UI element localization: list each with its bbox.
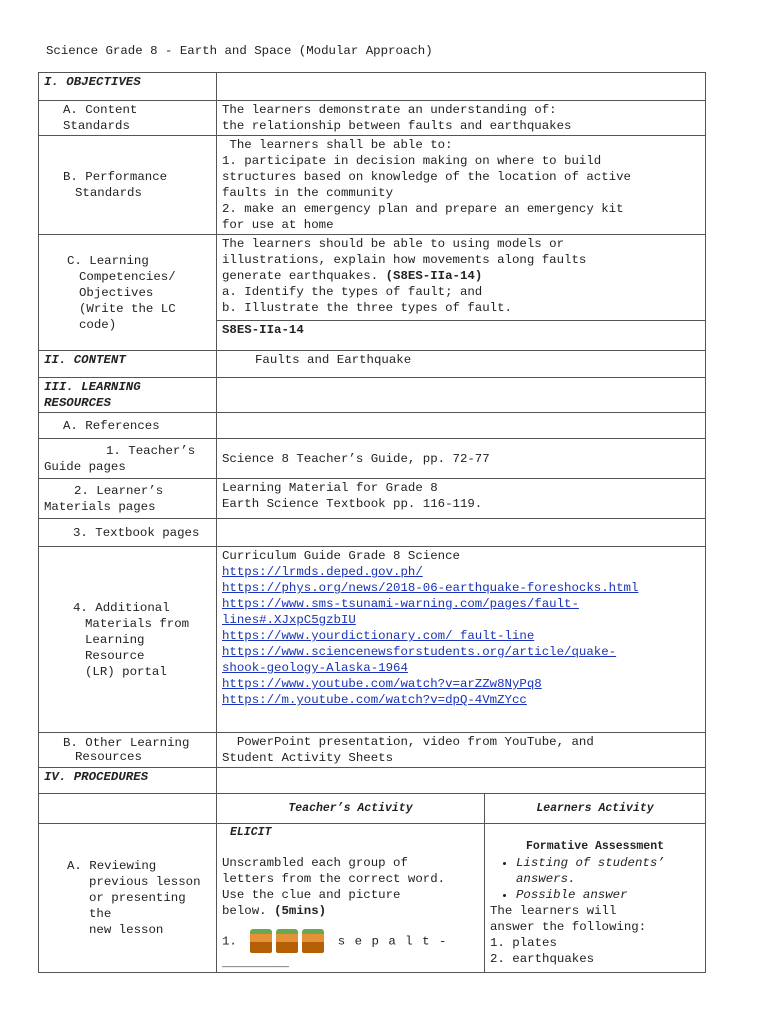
additional-materials-value <box>217 547 706 733</box>
answer-blank: _________ <box>222 956 289 970</box>
objectives-row <box>39 73 706 101</box>
resource-link[interactable]: https://www.yourdictionary.com/ fault-line <box>222 629 535 643</box>
teachers-guide-row <box>39 439 706 479</box>
lc-code: S8ES-IIa-14 <box>217 321 706 351</box>
resource-link[interactable]: https://lrmds.deped.gov.ph/ <box>222 565 423 579</box>
teachers-guide-value: Science 8 Teacher’s Guide, pp. 72-77 <box>217 439 706 479</box>
text-line: The learners should be able to using models or <box>222 237 565 251</box>
label-line: (LR) portal <box>85 664 167 679</box>
additional-materials-label <box>39 547 217 733</box>
content-standards-value <box>217 101 706 136</box>
plates-picture <box>248 927 326 955</box>
bullet-item: • Listing of students’ answers. <box>516 855 700 887</box>
text-line <box>222 268 700 284</box>
competencies-label <box>39 235 217 351</box>
text-line: 1. participate in decision making on where to build <box>222 154 602 168</box>
label-line: Standards <box>75 186 142 200</box>
other-resources-label <box>39 733 217 768</box>
resource-link[interactable]: https://www.sms-tsunami-warning.com/pages/fault- <box>222 597 579 611</box>
label-line: 2. Learner’s <box>74 483 164 498</box>
lesson-plan-table <box>38 72 706 973</box>
text-line: Student Activity Sheets <box>222 751 394 765</box>
label-line: Learning Resource <box>85 632 145 663</box>
textbook-label: 3. Textbook pages <box>39 519 217 547</box>
content-standards-label: A. Content Standards <box>39 101 217 136</box>
text-line: letters from the correct word. <box>222 872 446 886</box>
label-line: code) <box>79 317 117 332</box>
content-heading: II. CONTENT <box>39 351 217 378</box>
label-line: Objectives <box>79 285 154 300</box>
lc-code-inline: (S8ES-IIa-14) <box>385 269 483 283</box>
text-line: a. Identify the types of fault; and <box>222 285 483 299</box>
resource-link[interactable]: https://m.youtube.com/watch?v=dpQ-4VmZYcc <box>222 693 527 707</box>
references-label: A. References <box>39 413 217 439</box>
additional-materials-row <box>39 547 706 733</box>
label-line: C. Learning <box>67 253 149 268</box>
text-line: faults in the community <box>222 186 394 200</box>
teacher-activity-header: Teacher’s Activity <box>217 794 485 824</box>
activity-header-row <box>39 794 706 824</box>
scrambled-word: s e p a l t - <box>337 934 448 949</box>
learners-materials-row <box>39 479 706 519</box>
text-segment: below. <box>222 904 267 918</box>
text-line: Unscrambled each group of <box>222 856 408 870</box>
teachers-guide-label <box>39 439 217 479</box>
cube-shape <box>250 929 272 953</box>
text-line: Earth Science Textbook pp. 116-119. <box>222 497 483 511</box>
text-line: 2. make an emergency plan and prepare an emergency kit <box>222 202 624 216</box>
label-line: 1. Teacher’s <box>106 443 196 458</box>
textbook-row <box>39 519 706 547</box>
text-line: illustrations, explain how movements along faults <box>222 253 587 267</box>
label-line: (Write the LC <box>79 301 176 316</box>
procedures-heading: IV. PROCEDURES <box>39 768 217 794</box>
performance-standards-label <box>39 136 217 235</box>
text-line: structures based on knowledge of the location of active <box>222 170 631 184</box>
competencies-row <box>39 235 706 321</box>
learners-materials-value <box>217 479 706 519</box>
review-row <box>39 824 706 973</box>
text-line: 2. earthquakes <box>490 952 595 966</box>
label-line: Materials from <box>85 616 190 631</box>
performance-standards-value <box>217 136 706 235</box>
label-line: A. Reviewing <box>67 859 157 873</box>
text-segment: generate earthquakes. <box>222 269 379 283</box>
label-line: Materials pages <box>44 499 156 514</box>
resource-link[interactable]: lines#.XJxpC5gzbIU <box>222 613 356 627</box>
resource-link[interactable]: https://phys.org/news/2018-06-earthquake-foreshocks.html <box>222 581 639 595</box>
resource-link[interactable]: https://www.youtube.com/watch?v=arZZw8NyPq8 <box>222 677 542 691</box>
procedures-row <box>39 768 706 794</box>
time-allotment: (5mins) <box>274 904 327 918</box>
text-line: 1. plates <box>490 936 557 950</box>
text-line: b. Illustrate the three types of fault. <box>222 301 512 315</box>
label-line: Guide pages <box>44 459 126 474</box>
label-line: previous lesson <box>89 875 201 889</box>
learner-activity-cell <box>485 824 706 973</box>
text-line: Use the clue and picture <box>222 888 401 902</box>
content-standards-line: the relationship between faults and earthquakes <box>222 119 572 133</box>
resource-link[interactable]: shook-geology-Alaska-1964 <box>222 661 408 675</box>
learners-materials-label <box>39 479 217 519</box>
review-label <box>39 824 217 973</box>
references-row <box>39 413 706 439</box>
text-line <box>222 903 479 919</box>
resource-link[interactable]: https://www.sciencenewsforstudents.org/article/quake- <box>222 645 617 659</box>
text-line: Curriculum Guide Grade 8 Science <box>222 549 460 563</box>
label-line: new lesson <box>89 923 164 937</box>
text-line: The learners will <box>490 904 617 918</box>
text-line: The learners shall be able to: <box>222 138 453 152</box>
item-number: 1. <box>222 934 237 949</box>
text-line: Learning Material for Grade 8 <box>222 481 438 495</box>
scramble-item <box>222 927 479 955</box>
learning-resources-row <box>39 378 706 413</box>
content-value: Faults and Earthquake <box>217 351 706 378</box>
other-resources-row <box>39 733 706 768</box>
label-line: B. Other Learning <box>63 736 190 750</box>
content-standards-row <box>39 101 706 136</box>
document-header: Science Grade 8 - Earth and Space (Modular Approach) <box>46 44 433 58</box>
label-line: Resources <box>75 750 142 764</box>
content-row <box>39 351 706 378</box>
elicit-label: ELICIT <box>230 826 272 839</box>
formative-assessment-title: Formative Assessment <box>525 840 665 853</box>
teacher-activity-cell <box>217 824 485 973</box>
assessment-bullets <box>490 855 700 903</box>
content-standards-line: The learners demonstrate an understanding of: <box>222 103 557 117</box>
learner-activity-header: Learners Activity <box>485 794 706 824</box>
cube-shape <box>276 929 298 953</box>
text-line: for use at home <box>222 218 334 232</box>
text-line: PowerPoint presentation, video from YouTube, and <box>222 735 594 749</box>
learning-resources-heading: III. LEARNING RESOURCES <box>39 378 217 413</box>
text-line: answer the following: <box>490 920 647 934</box>
competencies-value <box>217 235 706 321</box>
other-resources-value <box>217 733 706 768</box>
performance-standards-row <box>39 136 706 235</box>
label-line: Competencies/ <box>79 269 176 284</box>
cube-shape <box>302 929 324 953</box>
objectives-heading: I. OBJECTIVES <box>39 73 217 101</box>
label-line: B. Performance <box>63 170 168 184</box>
label-line: or presenting the <box>89 891 186 921</box>
bullet-item: • Possible answer <box>516 887 700 903</box>
label-line: 4. Additional <box>73 600 170 615</box>
